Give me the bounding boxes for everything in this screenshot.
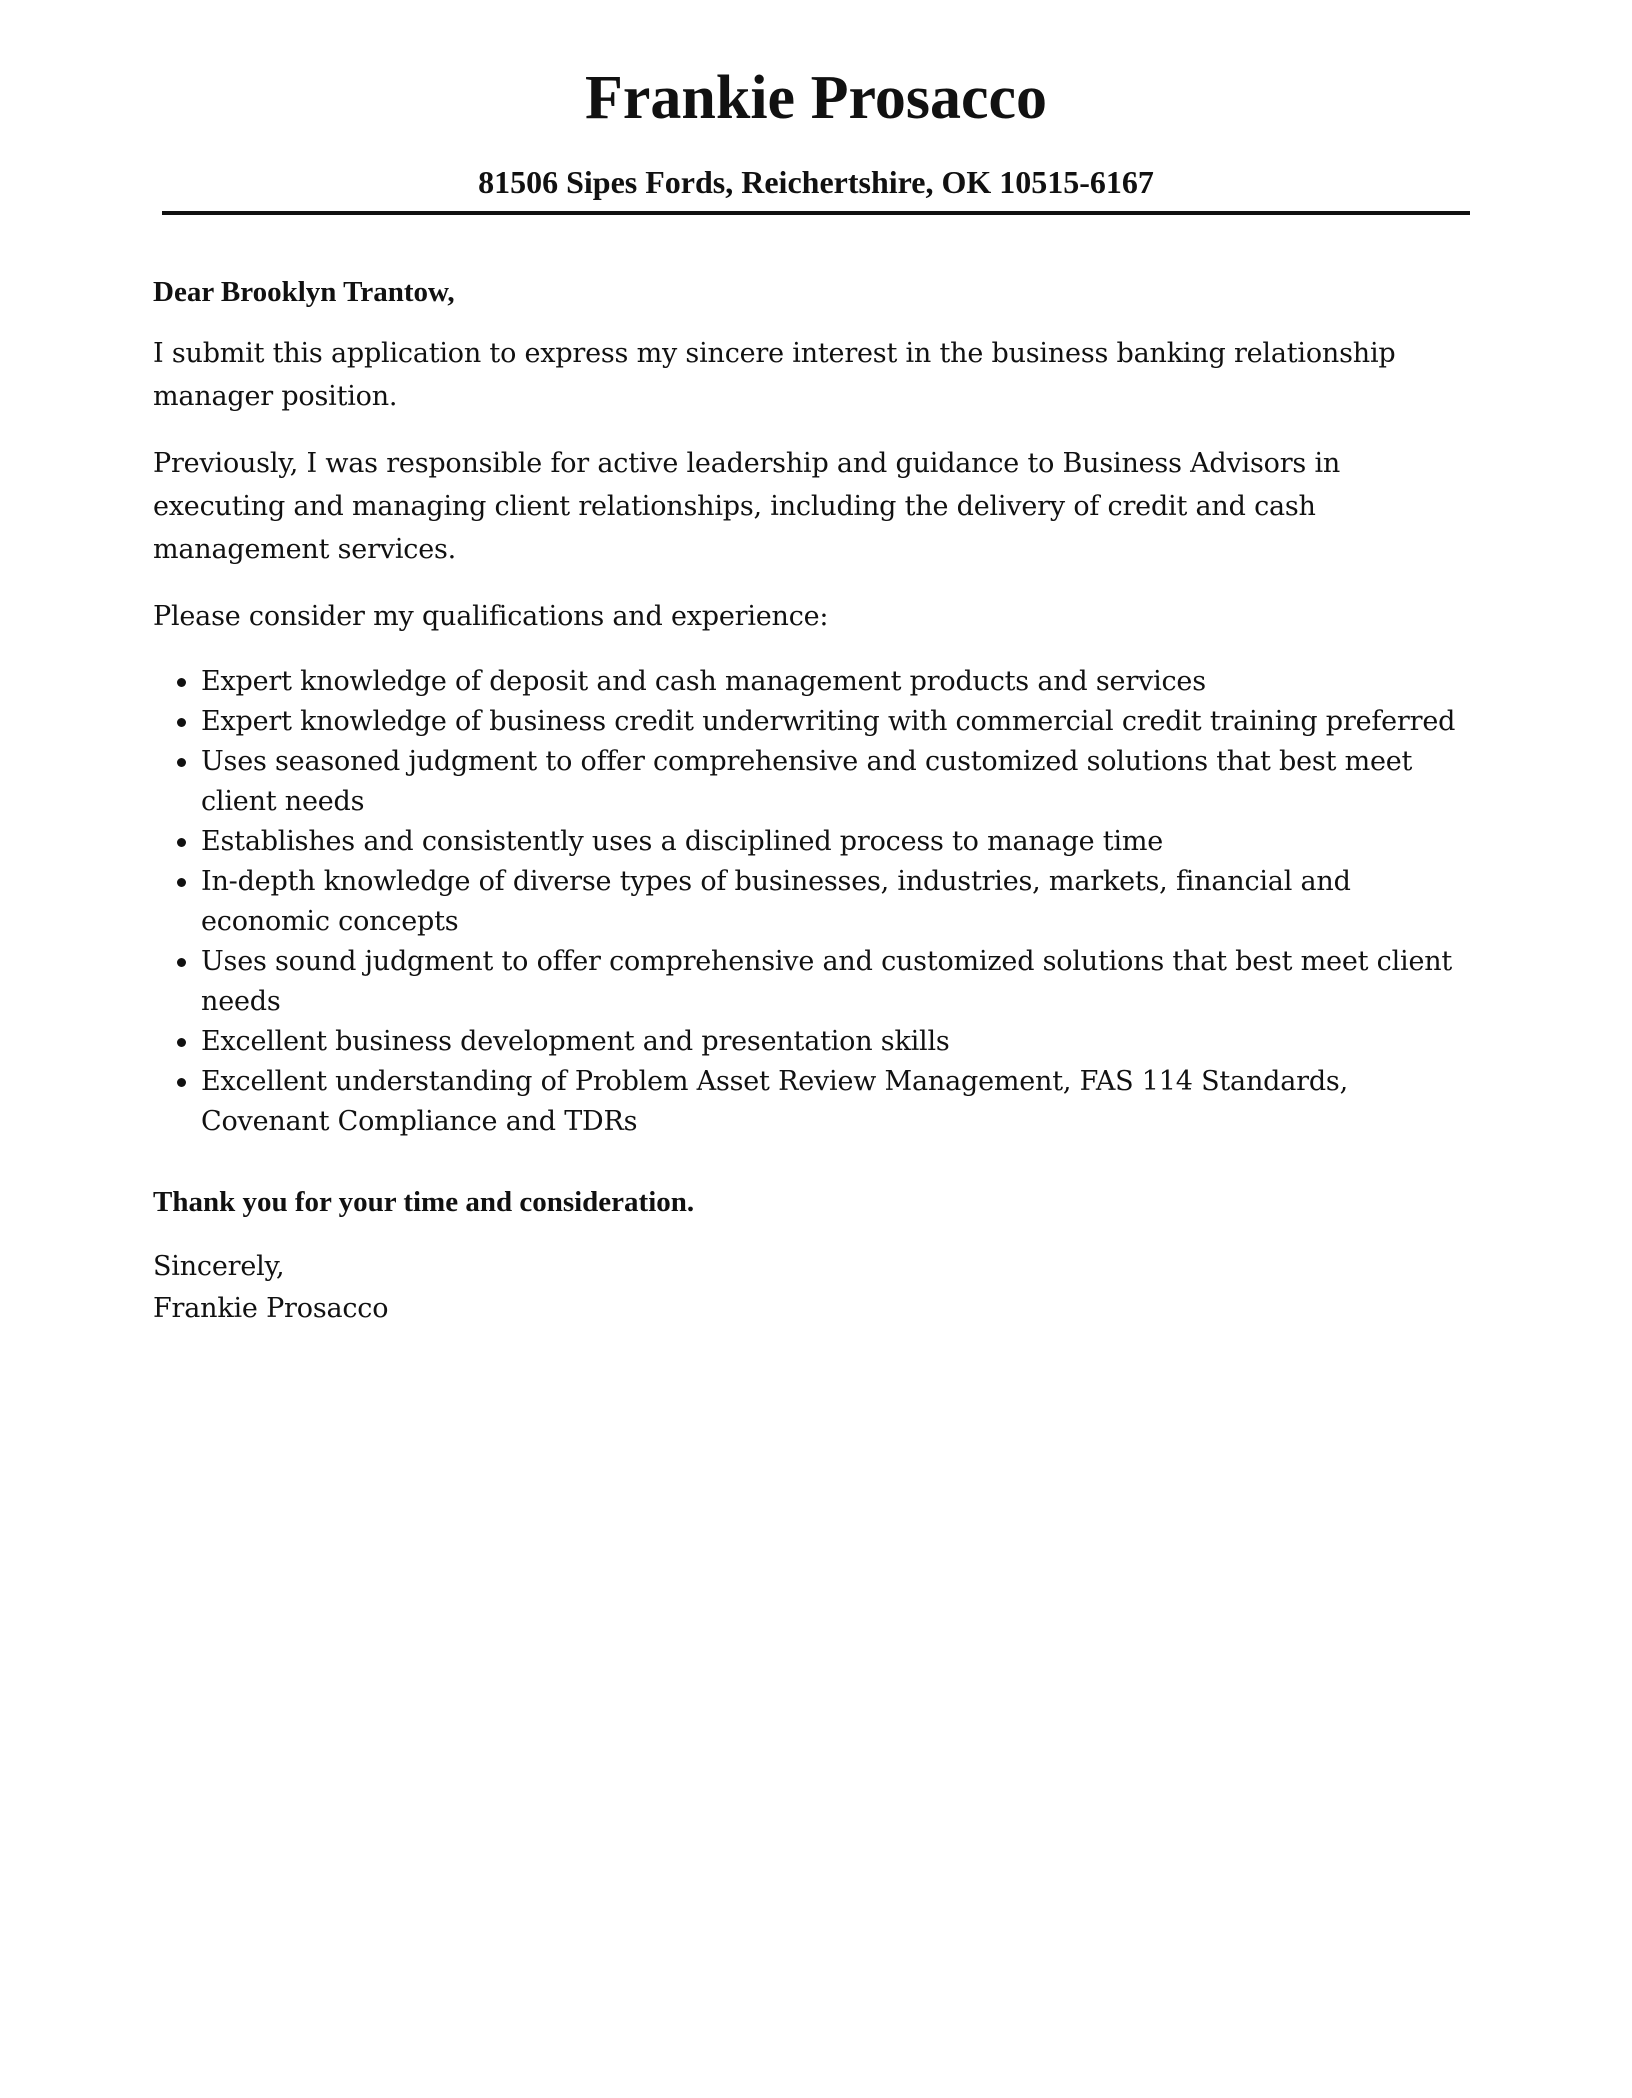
list-item-text: Expert knowledge of business credit underwriting with commercial credit training preferred: [201, 706, 1456, 737]
experience-paragraph: Previously, I was responsible for active leadership and guidance to Business Advisors in executing and managing client relationships, including the delivery of credit and cash management services.: [153, 448, 1341, 565]
list-item: [153, 862, 1478, 942]
bullet-icon: [177, 878, 186, 887]
intro-paragraph: I submit this application to express my sincere interest in the business banking relationship manager position.: [153, 338, 1396, 412]
bullet-icon: [177, 758, 186, 767]
signature-name: Frankie Prosacco: [153, 1293, 389, 1324]
list-item: [153, 742, 1478, 822]
applicant-name: Frankie Prosacco: [584, 64, 1048, 132]
list-item-text: Uses seasoned judgment to offer comprehensive and customized solutions that best meet client needs: [201, 746, 1413, 817]
list-item: [153, 1022, 1478, 1062]
list-item-text: Expert knowledge of deposit and cash management products and services: [201, 666, 1206, 697]
salutation: Dear Brooklyn Trantow,: [153, 276, 455, 308]
letter-body: [153, 272, 1478, 1330]
list-item: [153, 1062, 1478, 1142]
bullet-icon: [177, 838, 186, 847]
bullet-icon: [177, 1078, 186, 1087]
list-item-text: Excellent business development and presentation skills: [201, 1026, 950, 1057]
qualifications-list: [153, 662, 1478, 1142]
bullet-icon: [177, 678, 186, 687]
list-item: [153, 702, 1478, 742]
bullet-icon: [177, 718, 186, 727]
list-item-text: Excellent understanding of Problem Asset Review Management, FAS 114 Standards, Covenant Compliance and TDRs: [201, 1066, 1348, 1137]
bullet-icon: [177, 958, 186, 967]
applicant-address: 81506 Sipes Fords, Reichertshire, OK 10515-6167: [478, 164, 1154, 200]
bullet-icon: [177, 1038, 186, 1047]
list-item-text: Establishes and consistently uses a disciplined process to manage time: [201, 826, 1164, 857]
header-divider: [162, 211, 1470, 215]
qualifications-intro: Please consider my qualifications and experience:: [153, 601, 829, 632]
list-item: [153, 662, 1478, 702]
list-item: [153, 822, 1478, 862]
list-item: [153, 942, 1478, 1022]
list-item-text: Uses sound judgment to offer comprehensive and customized solutions that best meet client needs: [201, 946, 1453, 1017]
list-item-text: In-depth knowledge of diverse types of businesses, industries, markets, financial and economic concepts: [201, 866, 1351, 937]
closing-line: Sincerely,: [153, 1251, 285, 1282]
thank-you-line: Thank you for your time and consideration.: [153, 1186, 695, 1218]
